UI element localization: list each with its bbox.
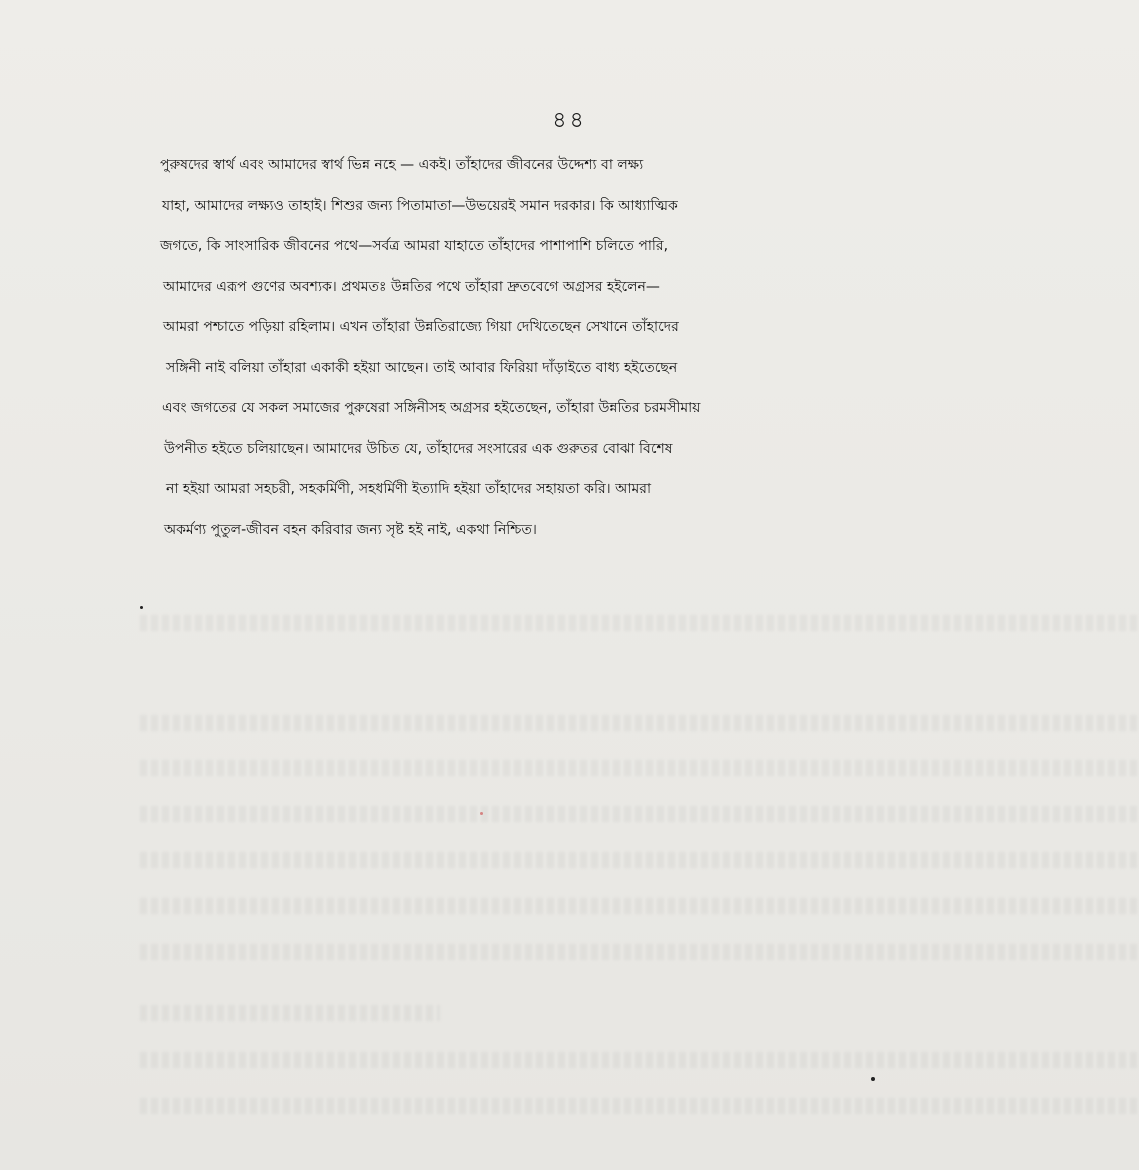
show-through-line [140, 715, 1139, 731]
text-line: অকর্মণ্য পুতুল-জীবন বহন করিবার জন্য সৃষ্ট হই নাই, একথা নিশ্চিত। [164, 521, 537, 538]
text-line: পুরুষদের স্বার্থ এবং আমাদের স্বার্থ ভিন্ন নহে — একই। তাঁহাদের জীবনের উদ্দেশ্য বা লক্ষ্য [160, 157, 644, 173]
text-line: জগতে, কি সাংসারিক জীবনের পথে—সর্বত্র আমরা যাহাতে তাঁহাদের পাশাপাশি চলিতে পারি, [160, 238, 669, 254]
text-line: সঙ্গিনী নাই বলিয়া তাঁহারা একাকী হইয়া আছেন। তাই আবার ফিরিয়া দাঁড়াইতে বাধ্য হইতেছেন [166, 359, 678, 376]
text-line: আমাদের এরূপ গুণের অবশ্যক। প্রথমতঃ উন্নতির পথে তাঁহারা দ্রুতবেগে অগ্রসর হইলেন— [163, 278, 660, 295]
body-paragraph [160, 145, 1139, 550]
text-line: যাহা, আমাদের লক্ষ্যও তাহাই। শিশুর জন্য পিতামাতা—উভয়েরই সমান দরকার। কি আধ্যাত্মিক [162, 197, 678, 214]
text-line: না হইয়া আমরা সহচরী, সহকর্মিণী, সহধর্মিণী ইত্যাদি হইয়া তাঁহাদের সহায়তা করি। আমরা [166, 481, 652, 497]
text-line: উপনীত হইতে চলিয়াছেন। আমাদের উচিত যে, তাঁহাদের সংসারের এক গুরুতর বোঝা বিশেষ [164, 440, 673, 457]
ink-speck [480, 812, 483, 815]
ink-speck [140, 606, 143, 609]
show-through-line [140, 1005, 440, 1021]
show-through-line [140, 1052, 1139, 1068]
ink-speck [871, 1077, 875, 1081]
text-line: আমরা পশ্চাতে পড়িয়া রহিলাম। এখন তাঁহারা উন্নতিরাজ্যে গিয়া দেখিতেছেন সেখানে তাঁহাদের [163, 319, 679, 335]
text-line: এবং জগতের যে সকল সমাজের পুরুষেরা সঙ্গিনীসহ অগ্রসর হইতেছেন, তাঁহারা উন্নতির চরমসীমায় [162, 400, 701, 416]
show-through-line [140, 615, 1139, 631]
show-through-line [140, 1098, 1139, 1114]
show-through-line [140, 944, 1139, 960]
show-through-line [140, 806, 1139, 822]
page-number: ৪৪ [552, 108, 587, 133]
show-through-line [140, 898, 1139, 914]
show-through-line [140, 852, 1139, 868]
show-through-line [140, 760, 1139, 776]
